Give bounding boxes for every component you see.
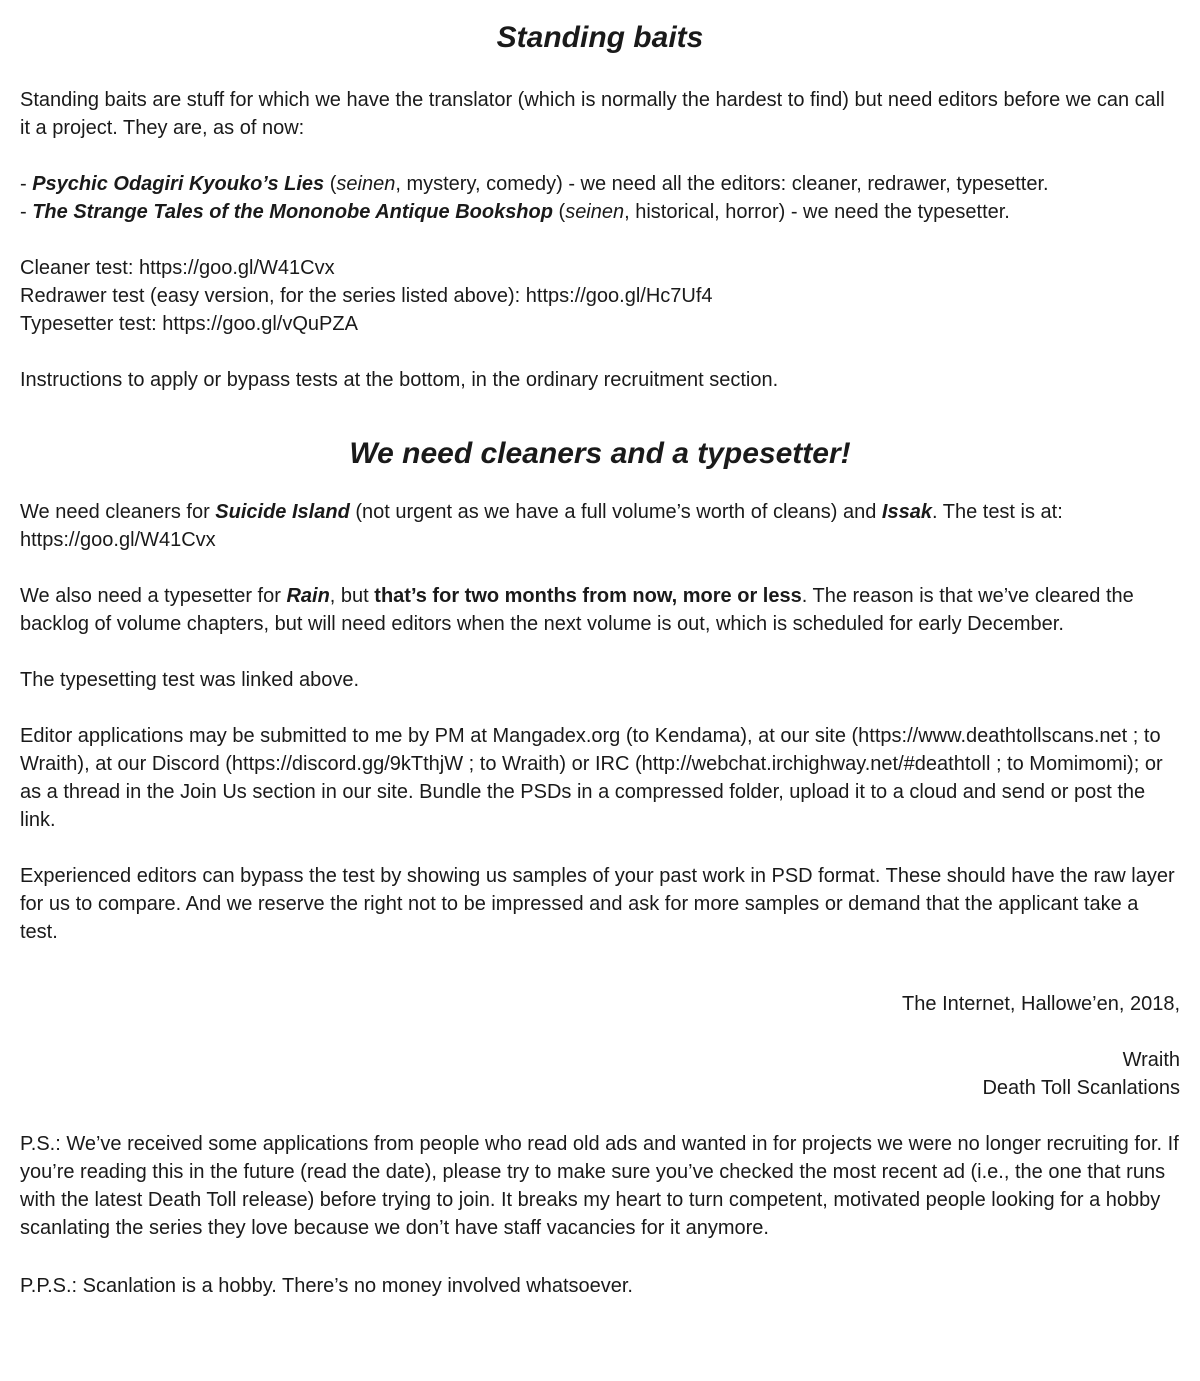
signature-block — [20, 1046, 1180, 1102]
intro-paragraph: Standing baits are stuff for which we have the translator (which is normally the hardest to find) but need editors before we can call it a project. They are, as of now: — [20, 89, 1165, 139]
cleaners-paragraph — [20, 498, 1180, 554]
genre-label: seinen — [336, 173, 396, 195]
series-open-paren: ( — [552, 201, 566, 223]
cleaner-test-line: Cleaner test: https://goo.gl/W41Cvx — [20, 257, 335, 279]
signature-name: Wraith — [1122, 1049, 1180, 1071]
timing-emphasis: that’s for two months from now, more or less — [374, 585, 802, 607]
bypass-paragraph: Experienced editors can bypass the test by showing us samples of your past work in PSD format. These should have the raw layer for us to compare. And we reserve the right not to be impressed and ask for more samples or demand that the applicant take a test. — [20, 865, 1175, 943]
typesetting-test-note: The typesetting test was linked above. — [20, 669, 360, 691]
typesetter-paragraph — [20, 582, 1180, 638]
list-dash: - — [20, 173, 33, 195]
series-title-suicide-island: Suicide Island — [215, 501, 350, 523]
series-open-paren: ( — [324, 173, 337, 195]
cleaners-text: . The test is at: https://goo.gl/W41Cvx — [20, 501, 1063, 551]
genre-label: seinen — [565, 201, 625, 223]
page-title: Standing baits — [496, 21, 704, 54]
typesetter-text: , but — [329, 585, 375, 607]
list-dash: - — [20, 201, 33, 223]
instructions-note: Instructions to apply or bypass tests at the bottom, in the ordinary recruitment section. — [20, 369, 779, 391]
tests-block — [20, 254, 1180, 338]
typesetter-text: . The reason is that we’ve cleared the backlog of volume chapters, but will need editors when the next volume is out, which is scheduled for early December. — [20, 585, 1134, 635]
cleaners-text: We need cleaners for — [20, 501, 216, 523]
series-title-issak: Issak — [881, 501, 932, 523]
dateline: The Internet, Hallowe’en, 2018, — [902, 993, 1180, 1015]
bait-item-mononobe-bookshop — [20, 198, 1180, 226]
section-heading-need-cleaners: We need cleaners and a typesetter! — [349, 437, 851, 470]
typesetter-test-line: Typesetter test: https://goo.gl/vQuPZA — [20, 313, 358, 335]
ps-paragraph: P.S.: We’ve received some applications from people who read old ads and wanted in for projects we were no longer recruiting for. If you’re reading this in the future (read the date), please try to make sure you’ve checked the most recent ad (i.e., the one that runs with the latest Death Toll release) before trying to join. It breaks my heart to turn competent, motivated people looking for a hobby scanlating the series they love because we don’t have staff vacancies for it anymore. — [20, 1133, 1179, 1239]
bait-list — [20, 170, 1180, 226]
signature-group: Death Toll Scanlations — [982, 1077, 1180, 1099]
applications-paragraph: Editor applications may be submitted to me by PM at Mangadex.org (to Kendama), at our site (https://www.deathtollscans.net ; to Wraith), at our Discord (https://discord.gg/9kTthjW ; to Wraith) or IRC (http://webchat.irchighway.net/#deathtoll ; to Momimomi); or as a thread in the Join Us section in our site. Bundle the PSDs in a compressed folder, upload it to a cloud and send or post the link. — [20, 725, 1163, 831]
series-needs-text: , historical, horror) - we need the typesetter. — [624, 201, 1010, 223]
cleaners-text: (not urgent as we have a full volume’s worth of cleans) and — [349, 501, 882, 523]
series-needs-text: , mystery, comedy) - we need all the editors: cleaner, redrawer, typesetter. — [395, 173, 1049, 195]
pps-paragraph: P.P.S.: Scanlation is a hobby. There’s no money involved whatsoever. — [20, 1275, 633, 1297]
series-title: Psychic Odagiri Kyouko’s Lies — [32, 173, 325, 195]
typesetter-text: We also need a typesetter for — [20, 585, 287, 607]
series-title: The Strange Tales of the Mononobe Antique Bookshop — [32, 201, 553, 223]
series-title-rain: Rain — [286, 585, 330, 607]
redrawer-test-line: Redrawer test (easy version, for the series listed above): https://goo.gl/Hc7Uf4 — [20, 285, 713, 307]
bait-item-psychic-odagiri — [20, 170, 1180, 198]
